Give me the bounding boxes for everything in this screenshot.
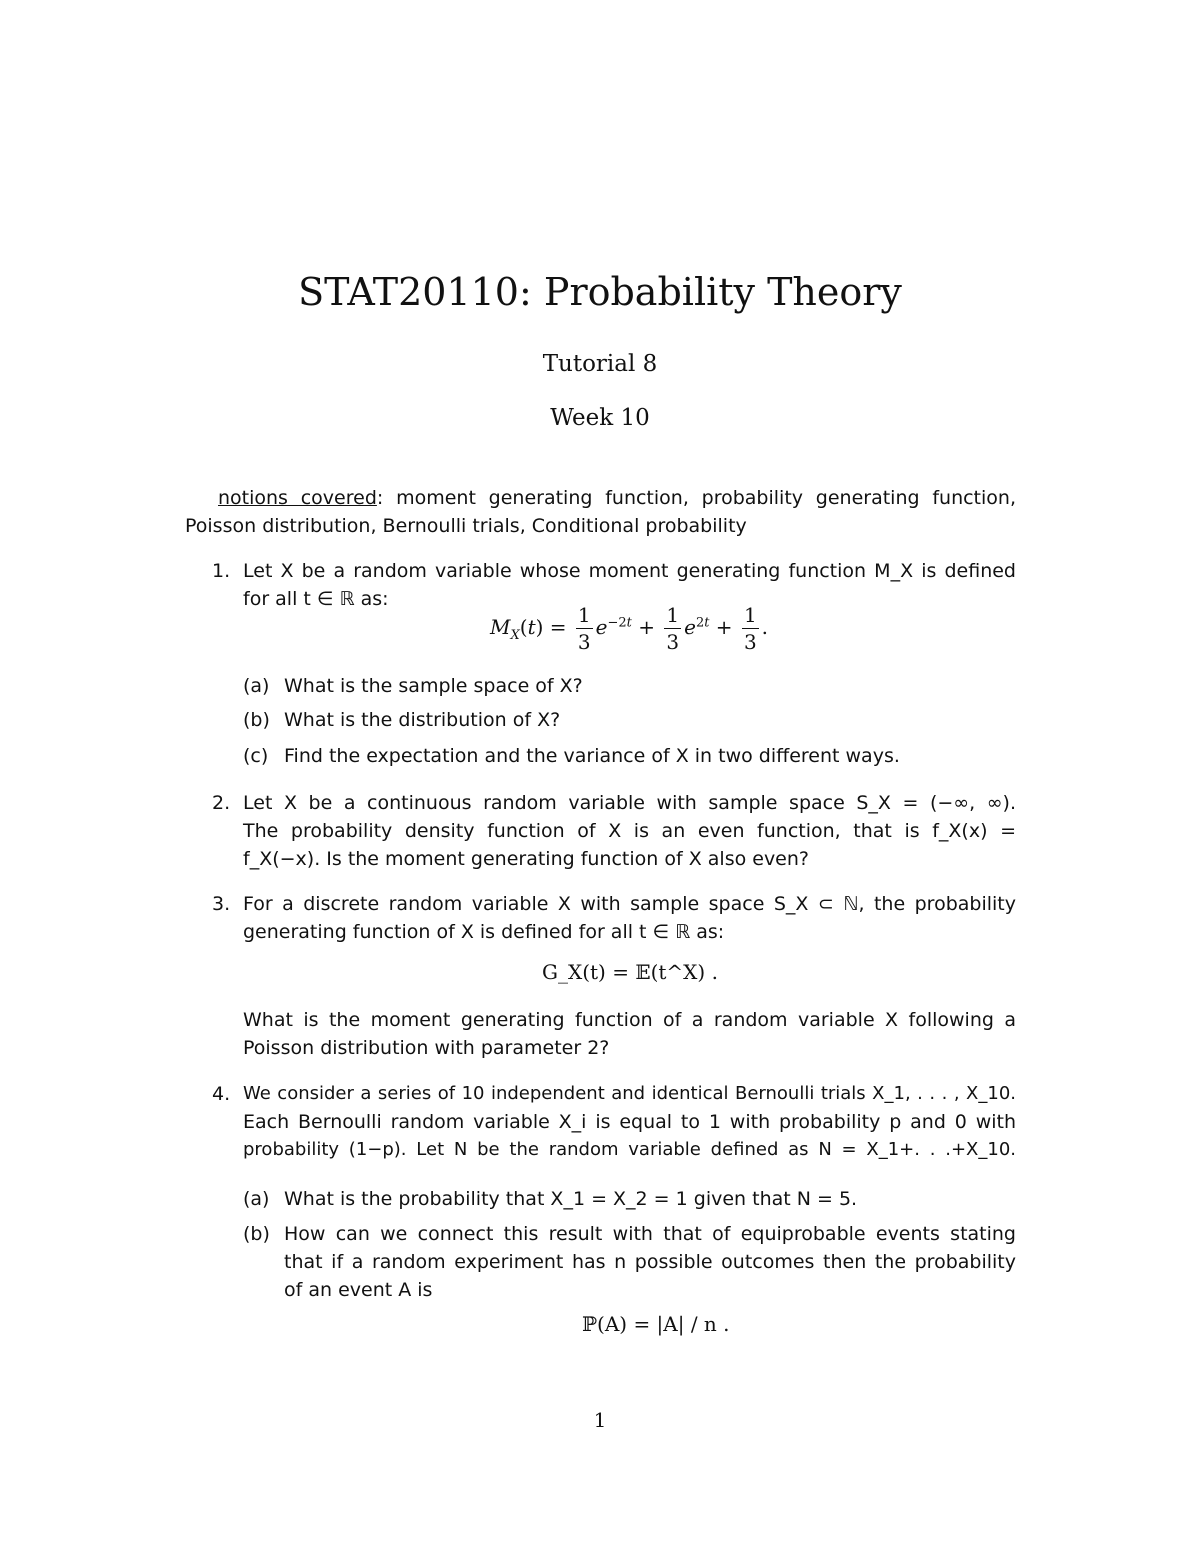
tutorial-label: Tutorial 8 bbox=[542, 351, 658, 377]
q3-line-1: For a discrete random variable X with sample space S_X ⊂ ℕ, the probability bbox=[243, 893, 1016, 915]
q4a-text: What is the probability that X_1 = X_2 = 1 given that N = 5. bbox=[284, 1188, 858, 1210]
q2-line-2: The probability density function of X is an even function, that is f_X(x) = bbox=[243, 820, 1016, 842]
q3-equation: G_X(t) = 𝔼(t^X) . bbox=[542, 960, 718, 984]
q4-equation: ℙ(A) = |A| / n . bbox=[582, 1312, 730, 1336]
document-title: STAT20110: Probability Theory bbox=[298, 270, 902, 314]
notions-line-2: Poisson distribution, Bernoulli trials, Conditional probability bbox=[185, 515, 747, 537]
q1-line-2: for all t ∈ ℝ as: bbox=[243, 588, 389, 610]
q3-line-2: generating function of X is defined for all t ∈ ℝ as: bbox=[243, 921, 725, 943]
q4b-label: (b) bbox=[243, 1223, 270, 1245]
q1c-label: (c) bbox=[243, 745, 269, 767]
q2-number: 2. bbox=[212, 792, 231, 814]
q1c-text: Find the expectation and the variance of X in two different ways. bbox=[284, 745, 900, 767]
q1-equation: $M_X(t)$ = $\frac{1}{3}$ $e^{-2t}$ + $\frac{1}{3}$ $e^{2t}$ + $\frac{1}{3}$ . bbox=[490, 603, 769, 654]
q4-line-1: We consider a series of 10 independent and identical Bernoulli trials X_1, . . . , X_10. bbox=[243, 1083, 1016, 1104]
q4-line-2: Each Bernoulli random variable X_i is equal to 1 with probability p and 0 with bbox=[243, 1111, 1016, 1133]
q4-number: 4. bbox=[212, 1083, 231, 1105]
notions-line-1: notions covered: moment generating function, probability generating function, bbox=[218, 487, 1016, 509]
q4b-line-1: How can we connect this result with that of equiprobable events stating bbox=[284, 1223, 1016, 1245]
q2-line-3: f_X(−x). Is the moment generating function of X also even? bbox=[243, 848, 810, 870]
page-number: 1 bbox=[593, 1408, 607, 1432]
q1-line-1: Let X be a random variable whose moment generating function M_X is defined bbox=[243, 560, 1016, 582]
q4b-line-3: of an event A is bbox=[284, 1279, 433, 1301]
q1-number: 1. bbox=[212, 560, 231, 582]
q4-line-3: probability (1−p). Let N be the random variable defined as N = X_1+. . .+X_10. bbox=[243, 1139, 1016, 1160]
q1b-label: (b) bbox=[243, 709, 270, 731]
week-label: Week 10 bbox=[550, 405, 650, 431]
q3-number: 3. bbox=[212, 893, 231, 915]
q3-line-3: What is the moment generating function of a random variable X following a bbox=[243, 1009, 1016, 1031]
q2-line-1: Let X be a continuous random variable with sample space S_X = (−∞, ∞). bbox=[243, 792, 1016, 814]
q1b-text: What is the distribution of X? bbox=[284, 709, 561, 731]
q3-line-4: Poisson distribution with parameter 2? bbox=[243, 1037, 610, 1059]
q4a-label: (a) bbox=[243, 1188, 270, 1210]
q1a-text: What is the sample space of X? bbox=[284, 675, 583, 697]
q1a-label: (a) bbox=[243, 675, 270, 697]
notions-label: notions covered bbox=[218, 487, 377, 509]
q4b-line-2: that if a random experiment has n possible outcomes then the probability bbox=[284, 1251, 1016, 1273]
